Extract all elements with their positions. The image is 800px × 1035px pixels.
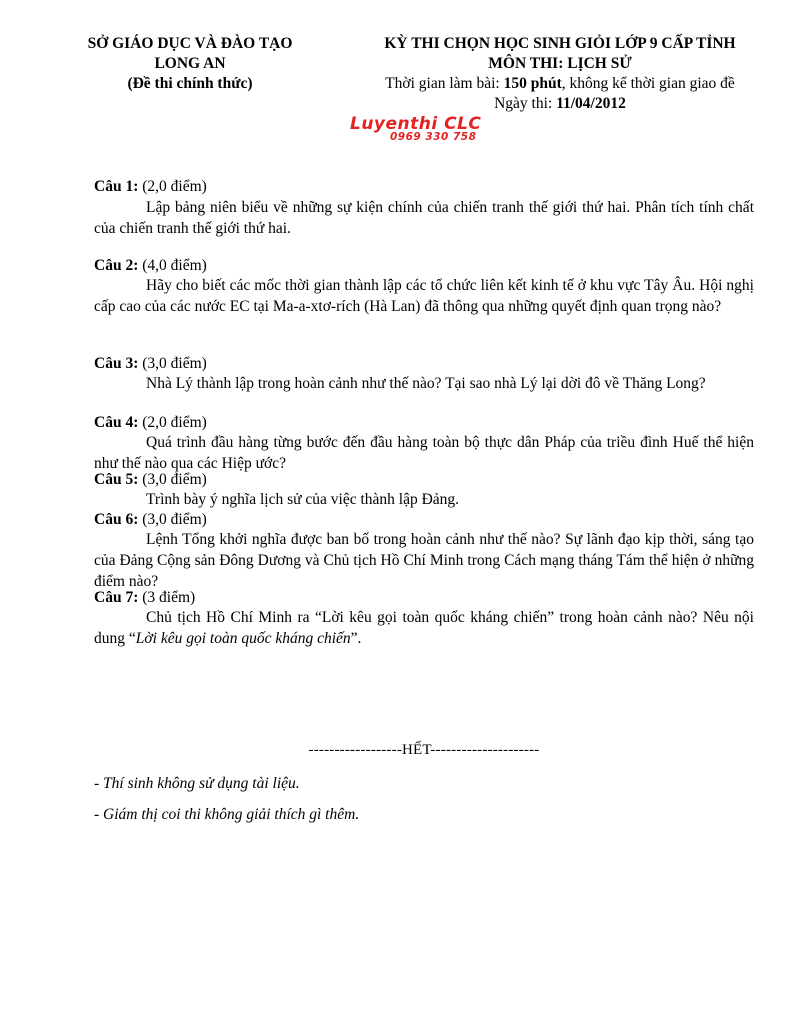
header-right <box>340 34 780 114</box>
question-text: Chủ tịch Hồ Chí Minh ra “Lời kêu gọi toàn quốc kháng chiến” trong hoàn cảnh nào? Nêu nội dung “Lời kêu gọi toàn quốc kháng chiến”. <box>94 609 754 647</box>
quoted-title: Lời kêu gọi toàn quốc kháng chiến <box>135 630 351 647</box>
question-1-body <box>94 197 754 239</box>
department-name: SỞ GIÁO DỤC VÀ ĐÀO TẠO <box>87 35 293 52</box>
question-5-body <box>94 489 754 510</box>
question-text: Trình bày ý nghĩa lịch sử của việc thành lập Đảng. <box>146 491 460 508</box>
official-exam-label: (Đề thi chính thức) <box>127 75 253 92</box>
question-6-body <box>94 529 754 592</box>
question-text: Lệnh Tổng khởi nghĩa được ban bố trong hoàn cảnh như thế nào? Sự lãnh đạo kịp thời, sáng tạo của Đảng Cộng sản Đông Dương và Chủ tịch Hồ Chí Minh trong Cách mạng tháng Tám thể hiện ở những điểm nào? <box>94 531 754 590</box>
question-label: Câu 7: <box>94 589 139 606</box>
question-text: Lập bảng niên biểu về những sự kiện chính của chiến tranh thế giới thứ hai. Phân tích tính chất của chiến tranh thế giới thứ hai. <box>94 199 754 237</box>
question-2-header <box>94 256 207 275</box>
time-allowed: Thời gian làm bài: 150 phút, không kể thời gian giao đề <box>385 75 735 92</box>
question-6-header <box>94 510 207 529</box>
exam-date: Ngày thi: 11/04/2012 <box>494 95 626 112</box>
exam-title: KỲ THI CHỌN HỌC SINH GIỎI LỚP 9 CẤP TỈNH <box>384 35 736 52</box>
question-5-header <box>94 470 207 489</box>
question-7-body <box>94 607 754 649</box>
note-no-explanation: - Giám thị coi thi không giải thích gì thêm. <box>94 806 360 823</box>
end-marker: ------------------HẾT--------------------- <box>308 742 540 758</box>
question-4-header <box>94 413 207 432</box>
note-no-materials: - Thí sinh không sử dụng tài liệu. <box>94 775 300 792</box>
question-label: Câu 3: <box>94 355 139 372</box>
question-points: (3,0 điểm) <box>138 471 207 488</box>
question-2-body <box>94 275 754 317</box>
question-3-header <box>94 354 207 373</box>
question-points: (4,0 điểm) <box>138 257 207 274</box>
header-left <box>60 34 320 94</box>
question-points: (2,0 điểm) <box>138 178 207 195</box>
question-label: Câu 2: <box>94 257 139 274</box>
question-label: Câu 5: <box>94 471 139 488</box>
watermark-name: Luyenthi CLC <box>350 114 482 134</box>
question-3-body <box>94 373 754 394</box>
subject-title: MÔN THI: LỊCH SỬ <box>488 55 632 72</box>
question-label: Câu 1: <box>94 178 139 195</box>
question-points: (3 điểm) <box>138 589 196 606</box>
question-text: Hãy cho biết các mốc thời gian thành lập các tổ chức liên kết kinh tế ở khu vực Tây Âu. Hội nghị cấp cao của các nước EC tại Ma-a-xtơ-rích (Hà Lan) đã thông qua những quyết định quan trọng nào? <box>94 277 754 315</box>
question-1-header <box>94 177 207 196</box>
question-7-header <box>94 588 195 607</box>
question-text: Nhà Lý thành lập trong hoàn cảnh như thế nào? Tại sao nhà Lý lại dời đô về Thăng Long? <box>146 375 706 392</box>
question-points: (2,0 điểm) <box>138 414 207 431</box>
question-points: (3,0 điểm) <box>138 511 207 528</box>
province-name: LONG AN <box>154 55 226 72</box>
watermark-phone: 0969 330 758 <box>390 131 477 143</box>
question-text: Quá trình đầu hàng từng bước đến đầu hàng toàn bộ thực dân Pháp của triều đình Huế thể hiện như thế nào qua các Hiệp ước? <box>94 434 754 472</box>
question-label: Câu 4: <box>94 414 139 431</box>
question-points: (3,0 điểm) <box>138 355 207 372</box>
question-label: Câu 6: <box>94 511 139 528</box>
watermark-logo <box>350 114 500 146</box>
question-4-body <box>94 432 754 474</box>
